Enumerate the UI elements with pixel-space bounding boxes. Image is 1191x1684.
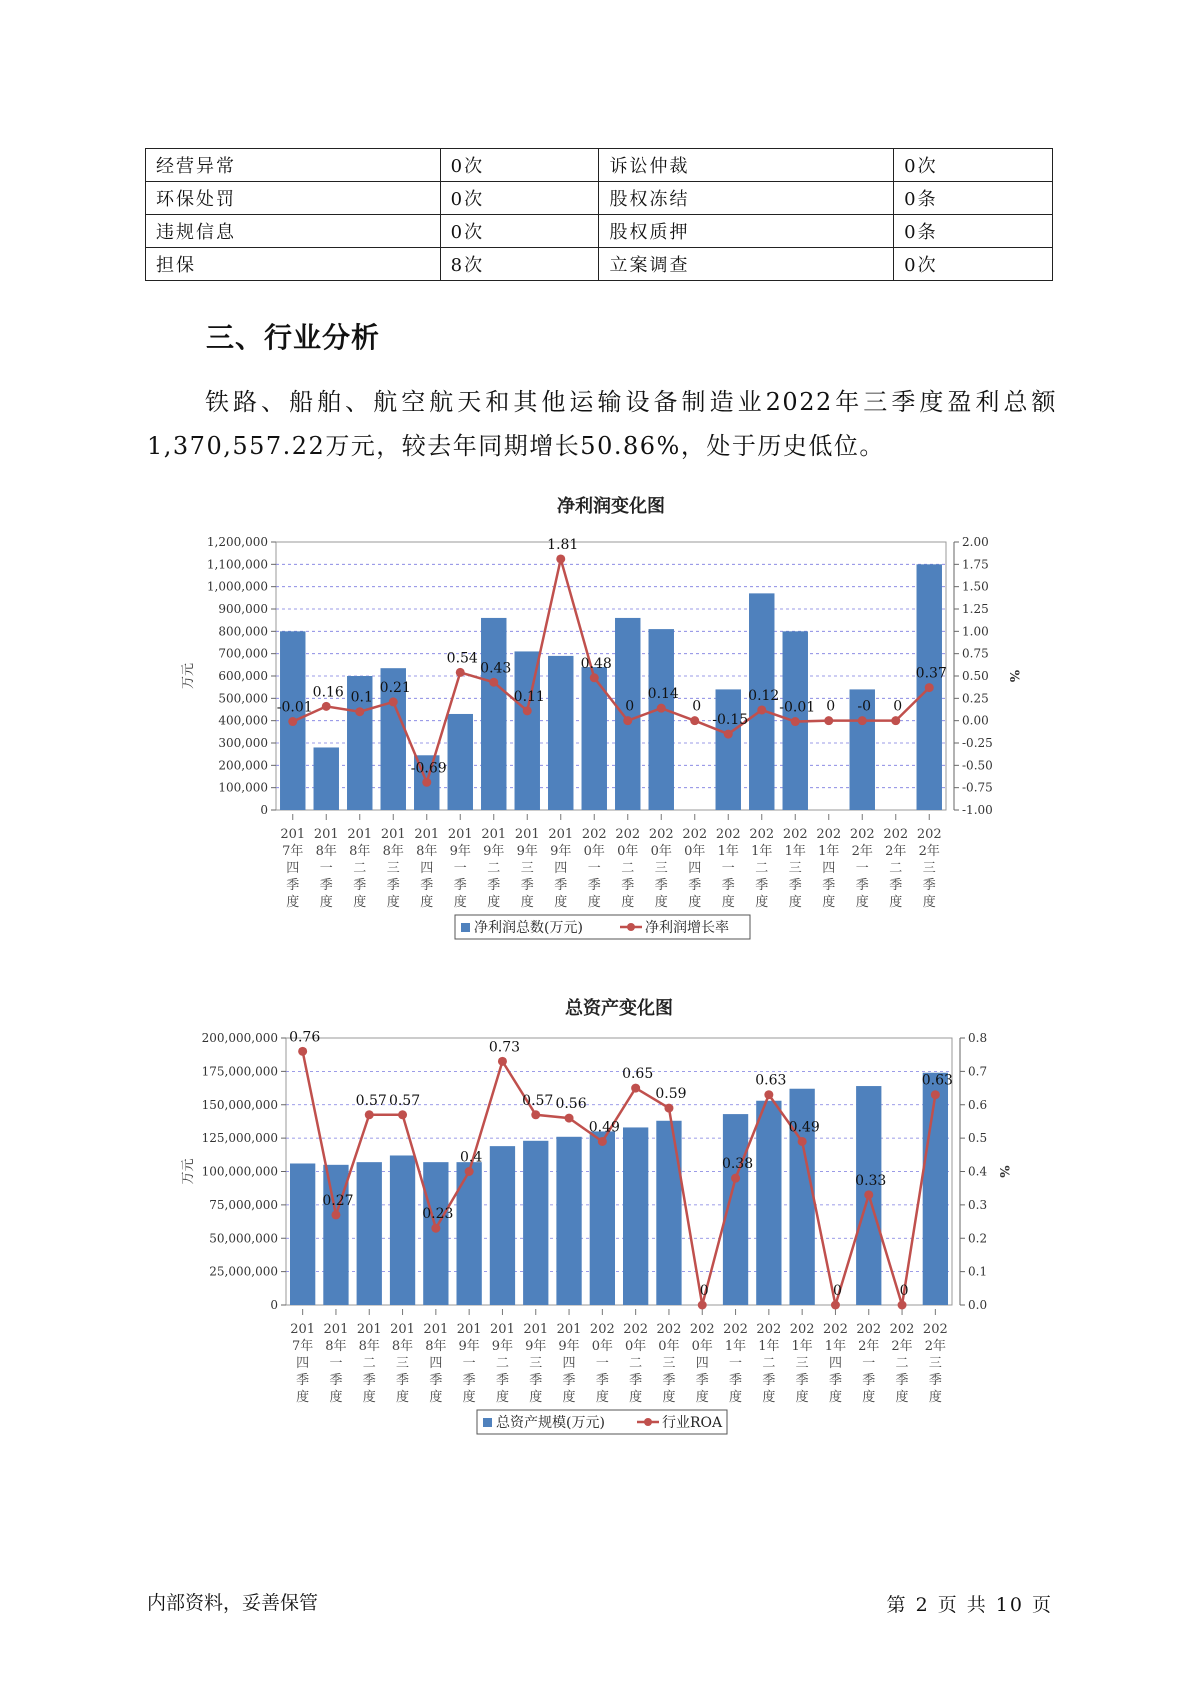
risk-item-label: 股权质押 <box>599 215 894 248</box>
x-tick-label: 202 2年二季度 <box>883 827 909 910</box>
x-tick-label: 202 0年四季度 <box>689 1322 715 1405</box>
y2-tick-label: -0.50 <box>962 758 993 773</box>
data-label: 0.49 <box>588 1119 620 1136</box>
x-tick-label: 201 8年四季度 <box>414 827 440 910</box>
x-tick-label: 202 0年二季度 <box>615 827 641 910</box>
x-tick-label: 201 9年四季度 <box>548 827 574 910</box>
y-tick-label: 800,000 <box>218 624 268 639</box>
y2-tick-label: 1.75 <box>962 557 989 572</box>
y2-tick-label: -0.75 <box>962 780 993 795</box>
legend-bar-swatch <box>483 1418 492 1427</box>
x-tick-label: 202 0年一季度 <box>589 1322 615 1405</box>
y2-tick-label: 0.25 <box>962 691 989 706</box>
x-tick-label: 202 0年三季度 <box>648 827 674 910</box>
y2-tick-label: 1.25 <box>962 602 989 616</box>
line-point <box>288 717 297 726</box>
y-tick-label: 0 <box>260 803 268 817</box>
risk-item-label: 立案调查 <box>599 248 894 281</box>
x-tick-label: 202 0年一季度 <box>581 827 607 910</box>
y-tick-label: 200,000,000 <box>201 1031 278 1045</box>
legend-line-label: 净利润增长率 <box>645 920 729 936</box>
line-point <box>456 668 465 677</box>
line-point <box>623 716 632 725</box>
y-axis-label: 万元 <box>181 662 196 690</box>
x-tick-label: 201 9年三季度 <box>523 1322 549 1405</box>
risk-item-label: 环保处罚 <box>146 182 441 215</box>
x-tick-label: 202 2年一季度 <box>849 827 875 910</box>
line-point <box>523 706 532 715</box>
data-label: 0 <box>832 1283 842 1299</box>
total-assets-chart <box>0 990 1191 1450</box>
line-point <box>422 778 431 787</box>
footer-confidential: 内部资料，妥善保管 <box>147 1592 319 1614</box>
y2-tick-label: 0.50 <box>962 669 989 683</box>
data-label: 0 <box>699 1283 709 1299</box>
data-label: -0.69 <box>410 760 447 777</box>
line-point <box>864 1190 873 1199</box>
x-tick-label: 201 8年四季度 <box>423 1322 449 1405</box>
bar <box>649 629 674 810</box>
line-point <box>824 716 833 725</box>
y-tick-label: 1,100,000 <box>206 557 268 572</box>
chart-title: 总资产变化图 <box>565 998 673 1019</box>
data-label: 0.11 <box>513 688 545 705</box>
line-point <box>565 1114 574 1123</box>
line-point <box>698 1301 707 1310</box>
bar <box>623 1127 648 1305</box>
x-tick-label: 201 9年一季度 <box>456 1322 482 1405</box>
line-point <box>365 1110 374 1119</box>
data-label: -0 <box>857 698 872 715</box>
risk-item-value: 0次 <box>894 149 1053 182</box>
data-label: 0.1 <box>350 689 373 706</box>
x-tick-label: 201 8年一季度 <box>313 827 339 910</box>
risk-item-value: 0条 <box>894 215 1053 248</box>
line-point <box>389 697 398 706</box>
x-tick-label: 202 1年三季度 <box>789 1322 815 1405</box>
y-tick-label: 125,000,000 <box>201 1131 278 1146</box>
bar <box>523 1141 548 1305</box>
bar <box>448 714 473 810</box>
bar <box>556 1137 581 1305</box>
risk-info-table <box>145 148 1053 281</box>
line-point <box>724 730 733 739</box>
data-label: 0.12 <box>748 687 780 704</box>
risk-item-label: 经营异常 <box>146 149 441 182</box>
y-tick-label: 100,000,000 <box>201 1164 278 1179</box>
data-label: 0.38 <box>721 1156 754 1173</box>
data-label: -0.15 <box>712 712 749 729</box>
data-label: 0 <box>899 1283 909 1299</box>
data-label: 0.48 <box>580 655 612 672</box>
y-tick-label: 900,000 <box>218 602 268 616</box>
risk-table-row <box>146 149 1053 182</box>
x-tick-label: 202 1年四季度 <box>816 827 842 910</box>
bar <box>314 747 339 810</box>
footer-page-number: 第 2 页 共 10 页 <box>886 1594 1053 1616</box>
data-label: 0.23 <box>422 1206 454 1223</box>
y-tick-label: 600,000 <box>218 669 268 683</box>
risk-item-value: 0条 <box>894 182 1053 215</box>
y-tick-label: 50,000,000 <box>209 1231 278 1246</box>
line-point <box>657 704 666 713</box>
bar <box>357 1162 382 1305</box>
x-tick-label: 201 7年四季度 <box>290 1322 316 1405</box>
data-label: 0.21 <box>379 679 411 696</box>
line-point <box>398 1110 407 1119</box>
x-tick-label: 202 2年三季度 <box>916 827 942 910</box>
data-label: 0 <box>893 698 903 715</box>
y-tick-label: 75,000,000 <box>209 1197 278 1212</box>
risk-item-value: 0次 <box>440 182 599 215</box>
risk-table-row <box>146 248 1053 281</box>
risk-item-label: 违规信息 <box>146 215 441 248</box>
x-tick-label: 201 9年二季度 <box>481 827 507 910</box>
industry-paragraph: 铁路、船舶、航空航天和其他运输设备制造业2022年三季度盈利总额1,370,557.22万元，较去年同期增长50.86%，处于历史低位。 <box>147 388 1057 460</box>
bar <box>716 689 741 810</box>
line-point <box>798 1137 807 1146</box>
line-point <box>858 716 867 725</box>
risk-item-label: 诉讼仲裁 <box>599 149 894 182</box>
x-tick-label: 201 7年四季度 <box>280 827 306 910</box>
x-tick-label: 201 8年三季度 <box>380 827 406 910</box>
line-point <box>664 1104 673 1113</box>
line-point <box>791 717 800 726</box>
risk-item-value: 0次 <box>440 215 599 248</box>
x-tick-label: 202 1年二季度 <box>749 827 775 910</box>
bar <box>456 1162 481 1305</box>
line-point <box>891 716 900 725</box>
x-tick-label: 202 1年一季度 <box>715 827 741 910</box>
data-label: 1.81 <box>547 536 579 553</box>
y-tick-label: 500,000 <box>218 691 268 706</box>
data-label: 0.14 <box>647 686 679 703</box>
data-label: 0.57 <box>355 1092 387 1109</box>
y2-tick-label: 0.8 <box>968 1031 988 1045</box>
y2-tick-label: 0.4 <box>968 1164 988 1179</box>
line-point <box>590 673 599 682</box>
bar <box>481 618 506 810</box>
data-label: 0.76 <box>289 1029 321 1046</box>
x-tick-label: 202 1年一季度 <box>723 1322 748 1405</box>
line-point <box>465 1167 474 1176</box>
legend-line-marker <box>627 923 635 931</box>
line-point <box>631 1084 640 1093</box>
line-point <box>757 705 766 714</box>
data-label: -0.01 <box>276 699 313 716</box>
data-label: 0.57 <box>522 1092 554 1109</box>
x-tick-label: 201 9年四季度 <box>556 1322 582 1405</box>
chart-title: 净利润变化图 <box>557 496 665 517</box>
y-tick-label: 0 <box>270 1298 278 1312</box>
y-tick-label: 400,000 <box>218 713 268 728</box>
line-point <box>498 1057 507 1066</box>
line-point <box>298 1047 307 1056</box>
y-tick-label: 1,200,000 <box>206 535 268 549</box>
x-tick-label: 201 8年二季度 <box>356 1322 382 1405</box>
data-label: 0.33 <box>855 1172 887 1189</box>
data-label: 0.43 <box>480 660 512 677</box>
data-label: 0.65 <box>622 1066 654 1083</box>
y2-tick-label: 2.00 <box>962 535 989 549</box>
y2-tick-label: 1.50 <box>962 579 989 594</box>
data-label: 0.4 <box>460 1149 483 1166</box>
data-label: 0.16 <box>312 684 344 701</box>
bar <box>423 1162 448 1305</box>
data-label: 0.63 <box>755 1072 787 1089</box>
x-tick-label: 202 1年三季度 <box>782 827 808 910</box>
x-tick-label: 202 0年二季度 <box>623 1322 649 1405</box>
y2-tick-label: 0.5 <box>968 1131 988 1146</box>
legend-bar-label: 总资产规模(万元) <box>496 1415 605 1431</box>
legend-bar-label: 净利润总数(万元) <box>474 920 583 936</box>
line-point <box>331 1210 340 1219</box>
risk-item-value: 0次 <box>440 149 599 182</box>
data-label: 0 <box>692 698 702 715</box>
y2-tick-label: 0.2 <box>968 1231 988 1246</box>
data-label: 0.73 <box>488 1039 521 1056</box>
x-tick-label: 202 2年二季度 <box>889 1322 915 1405</box>
bar <box>390 1155 415 1305</box>
y2-tick-label: 0.1 <box>968 1264 988 1279</box>
line-point <box>489 678 498 687</box>
y2-axis-label: % <box>996 1165 1011 1178</box>
x-tick-label: 202 1年四季度 <box>823 1322 848 1405</box>
line-point <box>355 707 364 716</box>
line-point <box>556 554 565 563</box>
risk-table-row <box>146 215 1053 248</box>
y2-tick-label: 0.7 <box>968 1064 988 1079</box>
x-tick-label: 201 9年三季度 <box>514 827 540 910</box>
line-point <box>431 1224 440 1233</box>
y2-tick-label: 0.6 <box>968 1097 988 1112</box>
risk-table-row <box>146 182 1053 215</box>
y-tick-label: 25,000,000 <box>209 1264 278 1279</box>
bar <box>656 1121 681 1305</box>
data-label: 0.54 <box>446 650 478 667</box>
data-label: 0.49 <box>788 1119 820 1136</box>
risk-item-label: 股权冻结 <box>599 182 894 215</box>
y-tick-label: 300,000 <box>218 736 268 750</box>
plot-area <box>276 542 946 810</box>
risk-item-label: 担保 <box>146 248 441 281</box>
bar <box>548 656 573 810</box>
data-label: 0.63 <box>921 1072 953 1089</box>
data-label: 0.57 <box>388 1092 421 1109</box>
line-point <box>931 1090 940 1099</box>
x-tick-label: 201 9年二季度 <box>490 1322 515 1405</box>
bar <box>923 1073 948 1305</box>
risk-item-value: 0次 <box>894 248 1053 281</box>
section-heading: 三、行业分析 <box>206 321 381 354</box>
y2-axis-label: % <box>1006 669 1021 683</box>
y2-tick-label: -1.00 <box>962 803 993 817</box>
y-tick-label: 700,000 <box>218 646 268 661</box>
y2-tick-label: 0.0 <box>968 1298 988 1312</box>
x-tick-label: 202 2年三季度 <box>922 1322 948 1405</box>
x-tick-label: 202 0年三季度 <box>656 1322 682 1405</box>
y2-tick-label: 0.75 <box>962 646 989 661</box>
line-point <box>322 702 331 711</box>
data-label: 0.27 <box>322 1192 354 1209</box>
bar <box>756 1101 781 1305</box>
y2-tick-label: 0.3 <box>968 1197 988 1212</box>
legend-line-label: 行业ROA <box>662 1415 723 1431</box>
net-profit-chart <box>0 490 1191 950</box>
x-tick-label: 201 8年二季度 <box>347 827 373 910</box>
data-label: 0.37 <box>915 665 947 682</box>
y2-tick-label: 0.00 <box>962 713 989 728</box>
bar <box>290 1163 315 1305</box>
legend-line-marker <box>644 1418 652 1426</box>
data-label: 0.59 <box>655 1086 687 1103</box>
y2-tick-label: 1.00 <box>962 624 989 639</box>
x-tick-label: 202 1年二季度 <box>756 1322 782 1405</box>
legend-bar-swatch <box>461 923 470 932</box>
line-point <box>764 1090 773 1099</box>
line-point <box>898 1301 907 1310</box>
line-point <box>598 1137 607 1146</box>
x-tick-label: 201 8年一季度 <box>323 1322 349 1405</box>
y-tick-label: 150,000,000 <box>201 1097 278 1112</box>
x-tick-label: 202 2年一季度 <box>856 1322 882 1405</box>
line-point <box>925 683 934 692</box>
line-point <box>731 1174 740 1183</box>
bar <box>590 1131 615 1305</box>
line-point <box>531 1110 540 1119</box>
x-tick-label: 201 9年一季度 <box>447 827 473 910</box>
bar <box>490 1146 515 1305</box>
y-tick-label: 100,000 <box>218 780 268 795</box>
y-tick-label: 175,000,000 <box>201 1064 278 1079</box>
data-label: 0 <box>826 698 836 715</box>
data-label: -0.01 <box>779 699 816 716</box>
y2-tick-label: -0.25 <box>962 736 993 750</box>
y-tick-label: 200,000 <box>218 758 268 773</box>
y-tick-label: 1,000,000 <box>206 579 268 594</box>
risk-item-value: 8次 <box>440 248 599 281</box>
data-label: 0 <box>625 698 635 715</box>
line-point <box>831 1301 840 1310</box>
x-tick-label: 201 8年三季度 <box>390 1322 415 1405</box>
data-label: 0.56 <box>555 1096 587 1113</box>
y-axis-label: 万元 <box>181 1158 196 1185</box>
line-point <box>690 716 699 725</box>
x-tick-label: 202 0年四季度 <box>682 827 708 910</box>
